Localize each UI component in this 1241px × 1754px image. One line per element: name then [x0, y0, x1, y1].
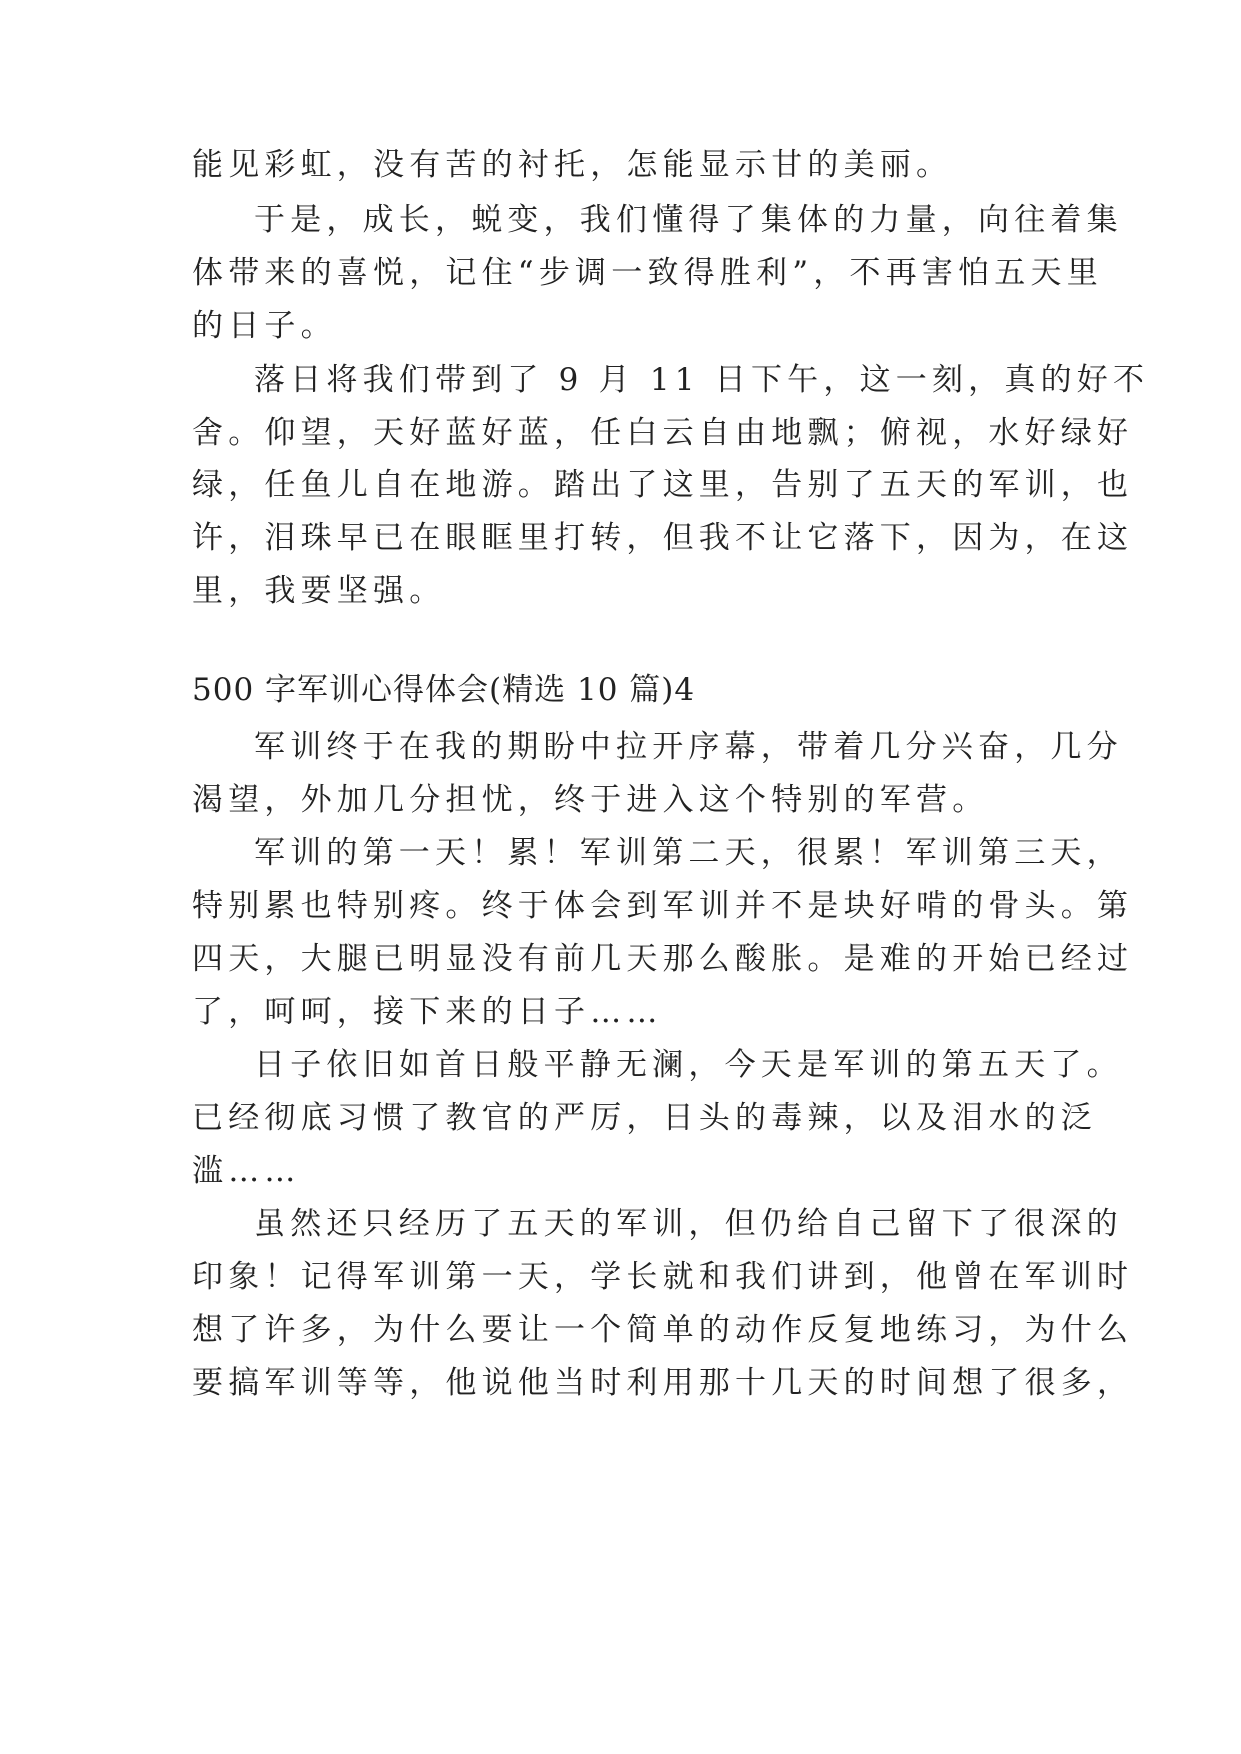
text-line: 舍。仰望，天好蓝好蓝，任白云自由地飘；俯视，水好绿好 [192, 415, 1134, 451]
paragraph-first-line: 军训的第一天！累！军训第二天，很累！军训第三天， [254, 835, 1123, 871]
text-line: 要搞军训等等，他说他当时利用那十几天的时间想了很多， [192, 1365, 1134, 1401]
text-line: 四天，大腿已明显没有前几天那么酸胀。是难的开始已经过 [192, 941, 1134, 977]
text-line: 了，呵呵，接下来的日子…… [192, 994, 663, 1030]
text-line: 印象！记得军训第一天，学长就和我们讲到，他曾在军训时 [192, 1259, 1134, 1295]
text-line: 体带来的喜悦，记住“步调一致得胜利”，不再害怕五天里 [192, 255, 1103, 291]
text-line: 的日子。 [192, 308, 337, 344]
text-line: 滥…… [192, 1153, 301, 1189]
paragraph-first-line: 虽然还只经历了五天的军训，但仍给自己留下了很深的 [254, 1206, 1123, 1242]
text-line: 渴望，外加几分担忧，终于进入这个特别的军营。 [192, 782, 989, 818]
text-line: 里，我要坚强。 [192, 573, 446, 609]
paragraph-first-line: 日子依旧如首日般平静无澜，今天是军训的第五天了。 [254, 1047, 1123, 1083]
paragraph-first-line: 于是，成长，蜕变，我们懂得了集体的力量，向往着集 [254, 202, 1123, 238]
paragraph-first-line: 落日将我们带到了 9 月 11 日下午，这一刻，真的好不 [254, 362, 1150, 398]
text-line: 能见彩虹，没有苦的衬托，怎能显示甘的美丽。 [192, 147, 953, 183]
paragraph-first-line: 军训终于在我的期盼中拉开序幕，带着几分兴奋，几分 [254, 729, 1123, 765]
text-line: 想了许多，为什么要让一个简单的动作反复地练习，为什么 [192, 1312, 1134, 1348]
text-line: 已经彻底习惯了教官的严厉，日头的毒辣，以及泪水的泛 [192, 1100, 1097, 1136]
section-title: 500 字军训心得体会(精选 10 篇)4 [192, 672, 696, 708]
text-line: 特别累也特别疼。终于体会到军训并不是块好啃的骨头。第 [192, 888, 1134, 924]
text-line: 绿，任鱼儿自在地游。踏出了这里，告别了五天的军训，也 [192, 467, 1134, 503]
text-line: 许，泪珠早已在眼眶里打转，但我不让它落下，因为，在这 [192, 520, 1134, 556]
